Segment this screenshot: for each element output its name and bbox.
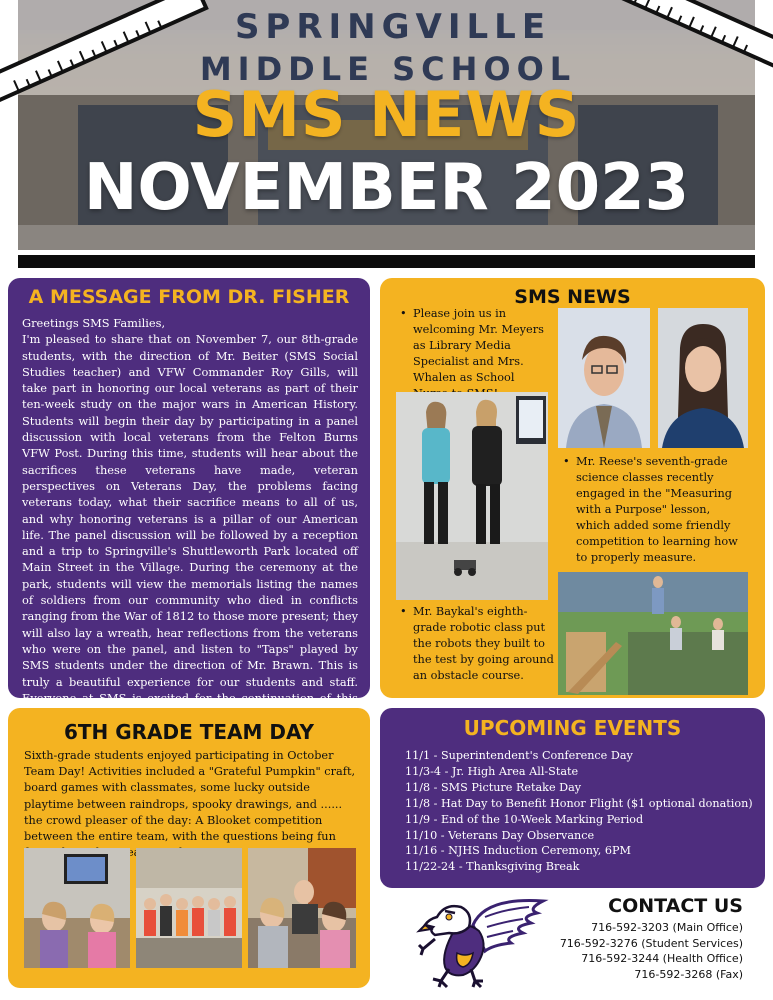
photo-robotics-class bbox=[396, 392, 548, 600]
principal-message-panel bbox=[8, 278, 370, 705]
event-item: 11/3-4 - Jr. High Area All-State bbox=[405, 764, 579, 778]
principal-message-body bbox=[22, 315, 358, 722]
photo-board-games bbox=[248, 848, 356, 968]
principal-message-heading: A MESSAGE FROM DR. FISHER bbox=[28, 286, 350, 308]
team-day-body: Sixth-grade students enjoyed participating in October Team Day! Activities included a "Grateful Pumpkin" craft, board games with classmates, some lucky outside playtime between raindrops, spooky drawings, and ...... the crowd pleaser of the day: A Blooket competition between the entire team, with the questions being fun bbox=[24, 749, 356, 844]
ruler-right-decoration bbox=[600, 0, 773, 70]
news-item-measuring: • Mr. Reese's seventh-grade science classes recently engaged in the "Measuring with a Purpose" lesson, which added some friendly competition to learning how to properly measure. bbox=[563, 455, 738, 564]
event-item: 11/1 - Superintendent's Conference Day bbox=[405, 749, 633, 762]
ruler-left-decoration bbox=[0, 0, 200, 80]
contact-main-office: 716-592-3203 (Main Office) bbox=[591, 921, 743, 934]
event-item: 11/8 - Hat Day to Benefit Honor Flight ($1 optional donation) bbox=[405, 796, 753, 810]
sign-line-1: SPRINGVILLE bbox=[234, 7, 552, 47]
sms-news-heading: SMS NEWS bbox=[514, 286, 631, 308]
event-item: 11/10 - Veterans Day Observance bbox=[405, 828, 595, 842]
newsletter-title: SMS NEWS bbox=[192, 78, 581, 151]
upcoming-events-heading: UPCOMING EVENTS bbox=[463, 716, 682, 740]
principal-greeting: Greetings SMS Families, bbox=[22, 316, 166, 330]
bullet: • bbox=[563, 455, 570, 468]
photo-blooket-competition bbox=[24, 848, 130, 968]
event-item: 11/16 - NJHS Induction Ceremony, 6PM bbox=[405, 844, 631, 858]
newsletter-date: NOVEMBER 2023 bbox=[83, 151, 690, 225]
bullet: • bbox=[400, 307, 407, 320]
sign-line-2: MIDDLE SCHOOL bbox=[199, 50, 577, 88]
contact-fax: 716-592-3268 (Fax) bbox=[634, 967, 743, 981]
team-day-heading: 6TH GRADE TEAM DAY bbox=[63, 720, 315, 744]
news-item-staff: • Please join us in welcoming Mr. Meyers as Library Media Specialist and Mrs. Whalen as School bbox=[400, 307, 544, 384]
news-item-robotics: • Mr. Baykal's eighth-grade robotic class put the robots they built to the test by going around an obstacle course. bbox=[400, 605, 554, 682]
photo-mrs-whalen bbox=[658, 308, 748, 448]
contact-heading: CONTACT US bbox=[608, 895, 743, 917]
contact-student-services: 716-592-3276 (Student Services) bbox=[559, 936, 743, 950]
principal-message-text: I'm pleased to share that on November 7, our 8th-grade students, with the direction of Mr. Beiter (SMS Social Studies teacher) and VFW Commander Roy Gills, will take part in honoring our local veterans as part of their ten-week study on the major wars in American History. Students will begin their day by participating in a panel discussion with local veterans from the Felton Burns VFW Post. During this time, students will hear about the sacrifices these veterans have made, veteran perspectives on Veterans Day, the problems facing veterans today, what their sacrifice means to all of us, and why honoring veterans is a pillar of our American life. The panel discussion will be followed by a reception and a trip to Springville's Shuttleworth Park located off Main Street in the Village. During the ceremony at the park, students will view the memorials listing the names of soldiers from our community who died in conflicts ranging from the War of 1812 to those more present; they will also lay a wreath, hear reflections from the veterans who were on the panel, and listen to "Taps" played by SMS students under the direction of Mr. Brawn. This is truly a beautiful experience for our students and staff. Everyone at SMS is excited for the continuation of this bbox=[22, 332, 358, 705]
sms-news-panel bbox=[380, 278, 765, 698]
upcoming-events-panel bbox=[380, 708, 765, 888]
contact-health-office: 716-592-3244 (Health Office) bbox=[581, 952, 743, 965]
event-item: 11/9 - End of the 10-Week Marking Period bbox=[405, 812, 644, 826]
contact-phone-list bbox=[540, 920, 743, 982]
bullet: • bbox=[400, 605, 407, 618]
photo-mr-meyers bbox=[558, 308, 650, 448]
header-divider bbox=[18, 255, 755, 268]
events-list bbox=[405, 748, 753, 875]
event-item: 11/22-24 - Thanksgiving Break bbox=[405, 860, 580, 874]
team-day-panel bbox=[8, 708, 370, 988]
photo-measuring-lesson bbox=[558, 572, 748, 695]
griffin-mascot-logo bbox=[415, 895, 547, 987]
photo-class-group bbox=[136, 848, 242, 968]
event-item: 11/8 - SMS Picture Retake Day bbox=[405, 780, 582, 794]
